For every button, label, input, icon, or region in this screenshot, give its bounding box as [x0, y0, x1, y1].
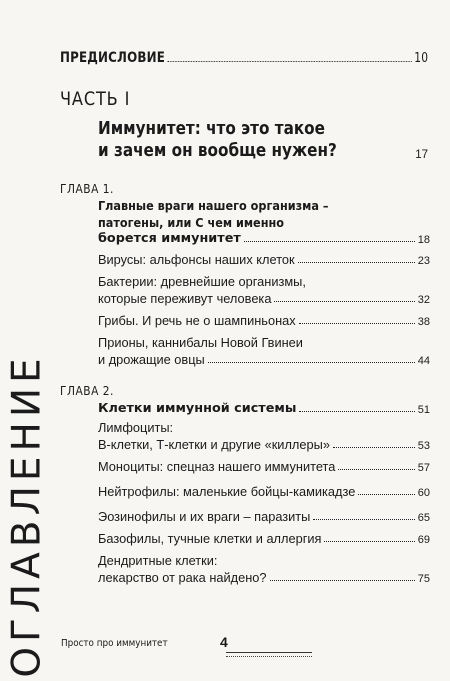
entry-page: 23 — [417, 255, 430, 267]
dot-leader — [298, 262, 415, 263]
entry-title: Вирусы: альфонсы наших клеток — [98, 252, 295, 267]
toc-entry[interactable] — [98, 459, 430, 474]
entry-page: 65 — [417, 512, 430, 524]
dot-leader — [274, 301, 414, 302]
chapter-2-title[interactable] — [98, 401, 430, 416]
entry-title: Грибы. И речь не о шампиньонах — [98, 313, 296, 328]
section-title-text: ОГЛАВЛЕНИЕ — [4, 352, 50, 678]
toc-entry[interactable] — [98, 291, 430, 306]
dot-leader — [324, 541, 414, 542]
chapter-1-title-line-2[interactable]: патогены, или С чем именно — [98, 216, 284, 231]
page-number: 4 — [220, 634, 228, 650]
toc-entry[interactable] — [98, 252, 430, 267]
part-title-line-2[interactable] — [98, 141, 428, 161]
entry-page: 60 — [417, 487, 430, 499]
entry-page: 44 — [417, 355, 430, 367]
entry-title: Нейтрофилы: маленькие бойцы-камикадзе — [98, 484, 356, 499]
dot-leader — [167, 61, 411, 62]
toc-entry[interactable] — [98, 509, 430, 524]
dot-leader — [244, 241, 415, 242]
entry-page: 75 — [417, 573, 430, 585]
dot-leader — [313, 519, 414, 520]
dot-leader — [299, 323, 415, 324]
toc-entry[interactable] — [98, 484, 430, 499]
dot-leader — [208, 362, 415, 363]
part-label: ЧАСТЬ I — [60, 88, 131, 110]
running-title: Просто про иммунитет — [61, 638, 168, 649]
entry-title: лекарство от рака найдено? — [98, 570, 267, 585]
entry-title: и дрожащие овцы — [98, 352, 205, 367]
chapter-1-label: ГЛАВА 1. — [60, 181, 114, 196]
entry-page: 69 — [417, 534, 430, 546]
dot-leader — [358, 494, 414, 495]
entry-page: 53 — [417, 440, 430, 452]
preface-label: ПРЕДИСЛОВИЕ — [60, 50, 165, 66]
preface-page: 10 — [414, 51, 429, 66]
entry-page: 32 — [417, 294, 430, 306]
chapter-1-title-text: борется иммунитет — [98, 231, 241, 246]
chapter-2-title-text: Клетки иммунной системы — [98, 401, 297, 416]
toc-entry[interactable] — [98, 352, 430, 367]
toc-preface[interactable] — [60, 50, 428, 66]
toc-entry-line[interactable]: Прионы, каннибалы Новой Гвинеи — [98, 335, 303, 350]
chapter-1-title-line-3[interactable] — [98, 231, 430, 246]
dot-leader — [299, 411, 414, 412]
toc-entry[interactable] — [98, 531, 430, 546]
toc-entry[interactable] — [98, 570, 430, 585]
toc-entry-line[interactable]: Дендритные клетки: — [98, 553, 218, 568]
entry-page: 38 — [417, 316, 430, 328]
toc-entry-line[interactable]: Бактерии: древнейшие организмы, — [98, 274, 306, 289]
part-title-line-1[interactable]: Иммунитет: что это такое — [98, 119, 325, 139]
entry-title: В-клетки, Т-клетки и другие «киллеры» — [98, 437, 330, 452]
part-page: 17 — [415, 149, 428, 161]
entry-page: 57 — [417, 462, 430, 474]
toc-entry-line[interactable]: Лимфоциты: — [98, 420, 174, 435]
entry-title: которые переживут человека — [98, 291, 272, 306]
toc-entry[interactable] — [98, 437, 430, 452]
toc-entry[interactable] — [98, 313, 430, 328]
dot-leader — [333, 447, 415, 448]
chapter-2-label: ГЛАВА 2. — [60, 383, 114, 398]
page-number-rule — [226, 652, 312, 657]
entry-title: Моноциты: спецназ нашего иммунитета — [98, 459, 336, 474]
entry-title: Эозинофилы и их враги – паразиты — [98, 509, 311, 524]
dot-leader — [270, 580, 415, 581]
dot-leader — [338, 469, 414, 470]
section-title-vertical — [4, 352, 50, 678]
chapter-2-page: 51 — [417, 404, 430, 416]
part-title-text: и зачем он вообще нужен? — [98, 141, 337, 161]
chapter-1-page: 18 — [417, 234, 430, 246]
entry-title: Базофилы, тучные клетки и аллергия — [98, 531, 322, 546]
chapter-1-title-line-1[interactable]: Главные враги нашего организма – — [98, 199, 329, 214]
